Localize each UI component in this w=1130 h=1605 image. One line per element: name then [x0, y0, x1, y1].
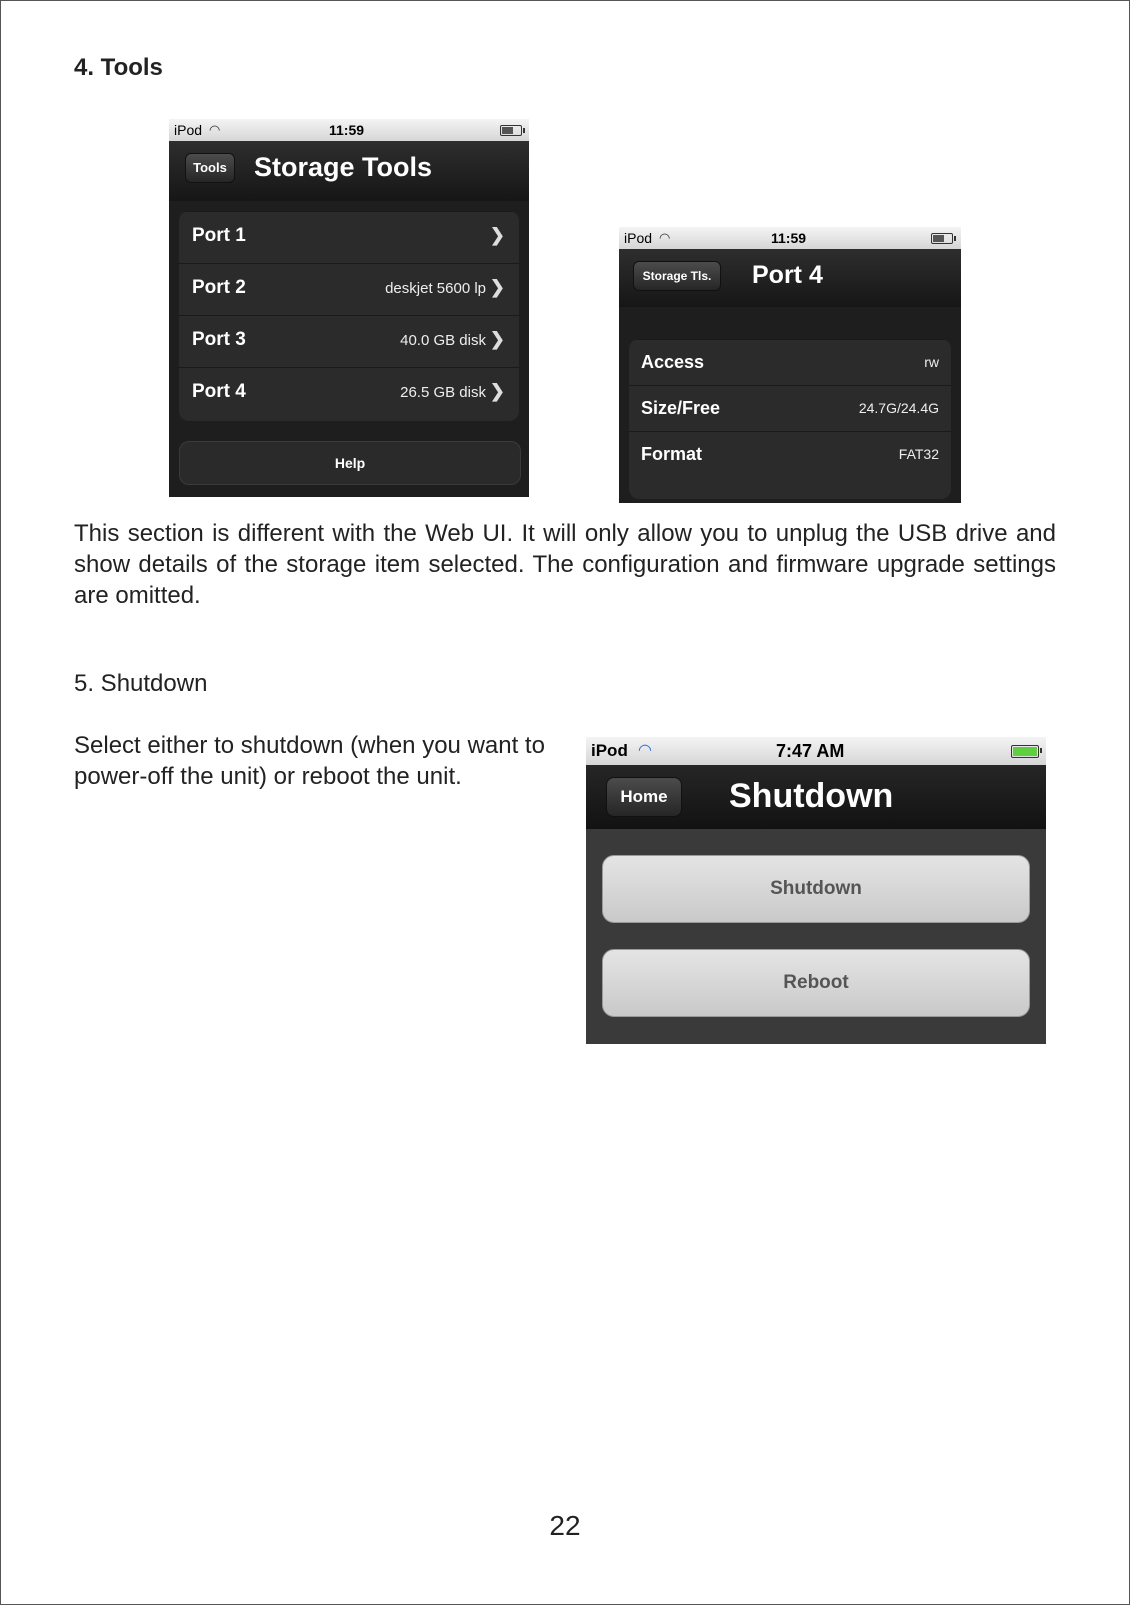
shutdown-button[interactable]: Shutdown [602, 855, 1030, 923]
detail-row-format [629, 431, 951, 499]
battery-icon [1011, 745, 1039, 758]
port-label: Port 2 [192, 277, 246, 298]
chevron-right-icon: ❯ [489, 277, 505, 297]
status-bar [169, 119, 529, 141]
nav-bar [619, 249, 961, 307]
status-time: 11:59 [771, 230, 807, 246]
detail-row-access [629, 339, 951, 386]
details-list [629, 339, 951, 499]
detail-label: Format [641, 444, 703, 464]
port-value: deskjet 5600 lp [385, 280, 486, 297]
detail-row-size [629, 385, 951, 432]
page-number: 22 [549, 1510, 581, 1541]
wifi-icon: ◠ [209, 122, 221, 137]
nav-title: Storage Tools [254, 152, 433, 182]
carrier-label: iPod [624, 230, 653, 246]
help-button[interactable] [179, 441, 521, 485]
tools-paragraph: This section is different with the Web UI. It will only allow you to unplug the USB drive and show details of the storage item selected. The configuration and firmware upgrade settings are omitted. [74, 520, 1056, 609]
port-label: Port 4 [192, 381, 246, 402]
wifi-icon: ◠ [659, 230, 671, 245]
chevron-right-icon: ❯ [489, 329, 505, 349]
carrier-label: iPod [591, 741, 628, 760]
port-label: Port 1 [192, 225, 246, 246]
ports-list [179, 211, 519, 421]
detail-value: rw [924, 354, 939, 370]
port-row-2[interactable] [179, 263, 519, 316]
carrier-label: iPod [174, 122, 203, 138]
status-bar [586, 737, 1046, 765]
nav-bar [169, 141, 529, 201]
tools-heading: 4. Tools [74, 54, 163, 81]
battery-icon [500, 125, 522, 136]
shutdown-screenshot [586, 737, 1046, 1044]
status-time: 7:47 AM [776, 741, 845, 761]
port4-screenshot [619, 227, 961, 503]
nav-bar [586, 765, 1046, 829]
status-bar [619, 227, 961, 249]
reboot-button[interactable]: Reboot [602, 949, 1030, 1017]
chevron-right-icon: ❯ [489, 225, 505, 245]
nav-title: Shutdown [729, 777, 894, 815]
wifi-icon: ◠ [638, 742, 652, 759]
port-row-1[interactable] [179, 211, 519, 264]
shutdown-paragraph: Select either to shutdown (when you want to power-off the unit) or reboot the unit. [74, 732, 545, 790]
help-label: Help [334, 455, 366, 471]
detail-label: Access [641, 352, 705, 372]
back-button-home[interactable]: Home [606, 777, 682, 817]
shutdown-heading: 5. Shutdown [74, 670, 208, 697]
chevron-right-icon: ❯ [489, 381, 505, 401]
status-time: 11:59 [329, 122, 365, 138]
battery-icon [931, 233, 953, 244]
port-value: 40.0 GB disk [400, 332, 486, 349]
detail-value: FAT32 [898, 446, 939, 462]
back-button-storage[interactable]: Storage Tls. [633, 261, 721, 291]
detail-label: Size/Free [641, 398, 721, 418]
detail-value: 24.7G/24.4G [858, 400, 939, 416]
nav-title: Port 4 [752, 261, 823, 289]
back-button-tools[interactable]: Tools [185, 153, 235, 183]
port-value: 26.5 GB disk [400, 384, 486, 401]
port-row-3[interactable] [179, 315, 519, 368]
port-row-4[interactable] [179, 367, 519, 421]
storage-tools-screenshot [169, 119, 529, 497]
port-label: Port 3 [192, 329, 246, 350]
